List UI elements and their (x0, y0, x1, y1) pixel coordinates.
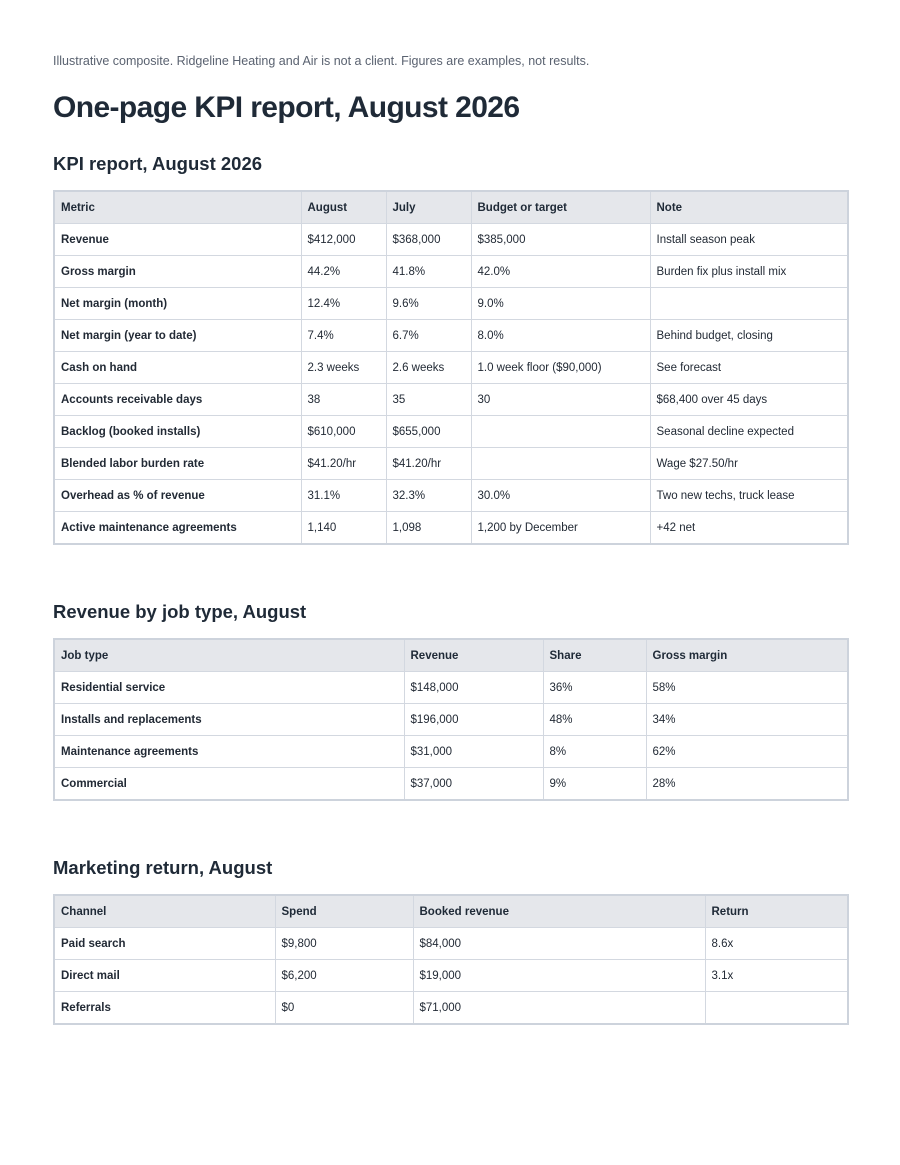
table-cell: Behind budget, closing (650, 320, 848, 352)
channel-cell: Direct mail (54, 960, 275, 992)
metric-cell: Accounts receivable days (54, 384, 301, 416)
table-row (54, 672, 848, 704)
table-cell: 31.1% (301, 480, 386, 512)
marketing-table (53, 894, 849, 1025)
table-row (54, 384, 848, 416)
job-type-cell: Commercial (54, 768, 404, 801)
table-cell: 41.8% (386, 256, 471, 288)
table-cell: $385,000 (471, 224, 650, 256)
table-cell: 36% (543, 672, 646, 704)
table-cell: 9.6% (386, 288, 471, 320)
table-row (54, 256, 848, 288)
column-header: Share (543, 639, 646, 672)
table-cell: $68,400 over 45 days (650, 384, 848, 416)
job-type-cell: Maintenance agreements (54, 736, 404, 768)
table-cell: 3.1x (705, 960, 848, 992)
table-row (54, 704, 848, 736)
metric-cell: Net margin (year to date) (54, 320, 301, 352)
table-cell (650, 288, 848, 320)
table-cell: Two new techs, truck lease (650, 480, 848, 512)
column-header: Spend (275, 895, 413, 928)
metric-cell: Net margin (month) (54, 288, 301, 320)
table-cell: $37,000 (404, 768, 543, 801)
table-cell: $31,000 (404, 736, 543, 768)
table-cell: 7.4% (301, 320, 386, 352)
jobtype-section (53, 600, 847, 801)
table-row (54, 288, 848, 320)
column-header: Revenue (404, 639, 543, 672)
column-header: Booked revenue (413, 895, 705, 928)
table-cell: 8.0% (471, 320, 650, 352)
table-cell: Install season peak (650, 224, 848, 256)
jobtype-table (53, 638, 849, 801)
table-row (54, 320, 848, 352)
table-cell: 30.0% (471, 480, 650, 512)
table-row (54, 960, 848, 992)
kpi-table (53, 190, 849, 545)
table-cell: 1,140 (301, 512, 386, 545)
metric-cell: Gross margin (54, 256, 301, 288)
table-cell: 1.0 week floor ($90,000) (471, 352, 650, 384)
column-header: Return (705, 895, 848, 928)
table-cell: See forecast (650, 352, 848, 384)
table-cell: 1,200 by December (471, 512, 650, 545)
column-header: July (386, 191, 471, 224)
table-cell: 28% (646, 768, 848, 801)
metric-cell: Blended labor burden rate (54, 448, 301, 480)
column-header: Channel (54, 895, 275, 928)
metric-cell: Active maintenance agreements (54, 512, 301, 545)
table-row (54, 512, 848, 545)
table-cell: $71,000 (413, 992, 705, 1025)
table-cell: $412,000 (301, 224, 386, 256)
table-cell: 1,098 (386, 512, 471, 545)
table-cell: Burden fix plus install mix (650, 256, 848, 288)
column-header: Budget or target (471, 191, 650, 224)
channel-cell: Referrals (54, 992, 275, 1025)
table-header-row (54, 639, 848, 672)
table-header-row (54, 191, 848, 224)
table-row (54, 928, 848, 960)
table-cell: 2.6 weeks (386, 352, 471, 384)
metric-cell: Revenue (54, 224, 301, 256)
table-cell: $610,000 (301, 416, 386, 448)
table-cell: 32.3% (386, 480, 471, 512)
table-cell: $41.20/hr (386, 448, 471, 480)
table-cell: $148,000 (404, 672, 543, 704)
table-cell: 6.7% (386, 320, 471, 352)
marketing-section (53, 856, 847, 1025)
job-type-cell: Installs and replacements (54, 704, 404, 736)
table-cell: $19,000 (413, 960, 705, 992)
marketing-section-heading: Marketing return, August (53, 857, 273, 878)
table-row (54, 480, 848, 512)
table-cell: 8.6x (705, 928, 848, 960)
table-row (54, 224, 848, 256)
table-cell (471, 448, 650, 480)
column-header: August (301, 191, 386, 224)
table-cell (471, 416, 650, 448)
column-header: Job type (54, 639, 404, 672)
table-cell: 9% (543, 768, 646, 801)
kpi-section (53, 152, 847, 545)
table-cell: $84,000 (413, 928, 705, 960)
metric-cell: Cash on hand (54, 352, 301, 384)
table-cell: 38 (301, 384, 386, 416)
metric-cell: Backlog (booked installs) (54, 416, 301, 448)
table-cell: 12.4% (301, 288, 386, 320)
table-cell: $368,000 (386, 224, 471, 256)
column-header: Metric (54, 191, 301, 224)
table-cell: 48% (543, 704, 646, 736)
metric-cell: Overhead as % of revenue (54, 480, 301, 512)
table-cell: $0 (275, 992, 413, 1025)
table-cell: Wage $27.50/hr (650, 448, 848, 480)
table-cell: $9,800 (275, 928, 413, 960)
table-cell: 44.2% (301, 256, 386, 288)
table-cell: $6,200 (275, 960, 413, 992)
table-cell: 35 (386, 384, 471, 416)
table-cell: 42.0% (471, 256, 650, 288)
table-cell: +42 net (650, 512, 848, 545)
table-cell (705, 992, 848, 1025)
table-row (54, 992, 848, 1025)
table-cell: 58% (646, 672, 848, 704)
jobtype-section-heading: Revenue by job type, August (53, 601, 307, 622)
table-header-row (54, 895, 848, 928)
table-cell: $41.20/hr (301, 448, 386, 480)
column-header: Note (650, 191, 848, 224)
column-header: Gross margin (646, 639, 848, 672)
table-cell: 8% (543, 736, 646, 768)
table-row (54, 768, 848, 801)
table-row (54, 352, 848, 384)
table-cell: 62% (646, 736, 848, 768)
table-cell: 30 (471, 384, 650, 416)
table-row (54, 416, 848, 448)
table-cell: $196,000 (404, 704, 543, 736)
disclaimer-note: Illustrative composite. Ridgeline Heating and Air is not a client. Figures are examples, not results. (53, 54, 590, 68)
table-cell: 2.3 weeks (301, 352, 386, 384)
table-cell: 9.0% (471, 288, 650, 320)
table-cell: 34% (646, 704, 848, 736)
channel-cell: Paid search (54, 928, 275, 960)
kpi-section-heading: KPI report, August 2026 (53, 153, 263, 174)
table-row (54, 448, 848, 480)
table-row (54, 736, 848, 768)
page-title: One-page KPI report, August 2026 (53, 91, 520, 124)
table-cell: $655,000 (386, 416, 471, 448)
job-type-cell: Residential service (54, 672, 404, 704)
table-cell: Seasonal decline expected (650, 416, 848, 448)
